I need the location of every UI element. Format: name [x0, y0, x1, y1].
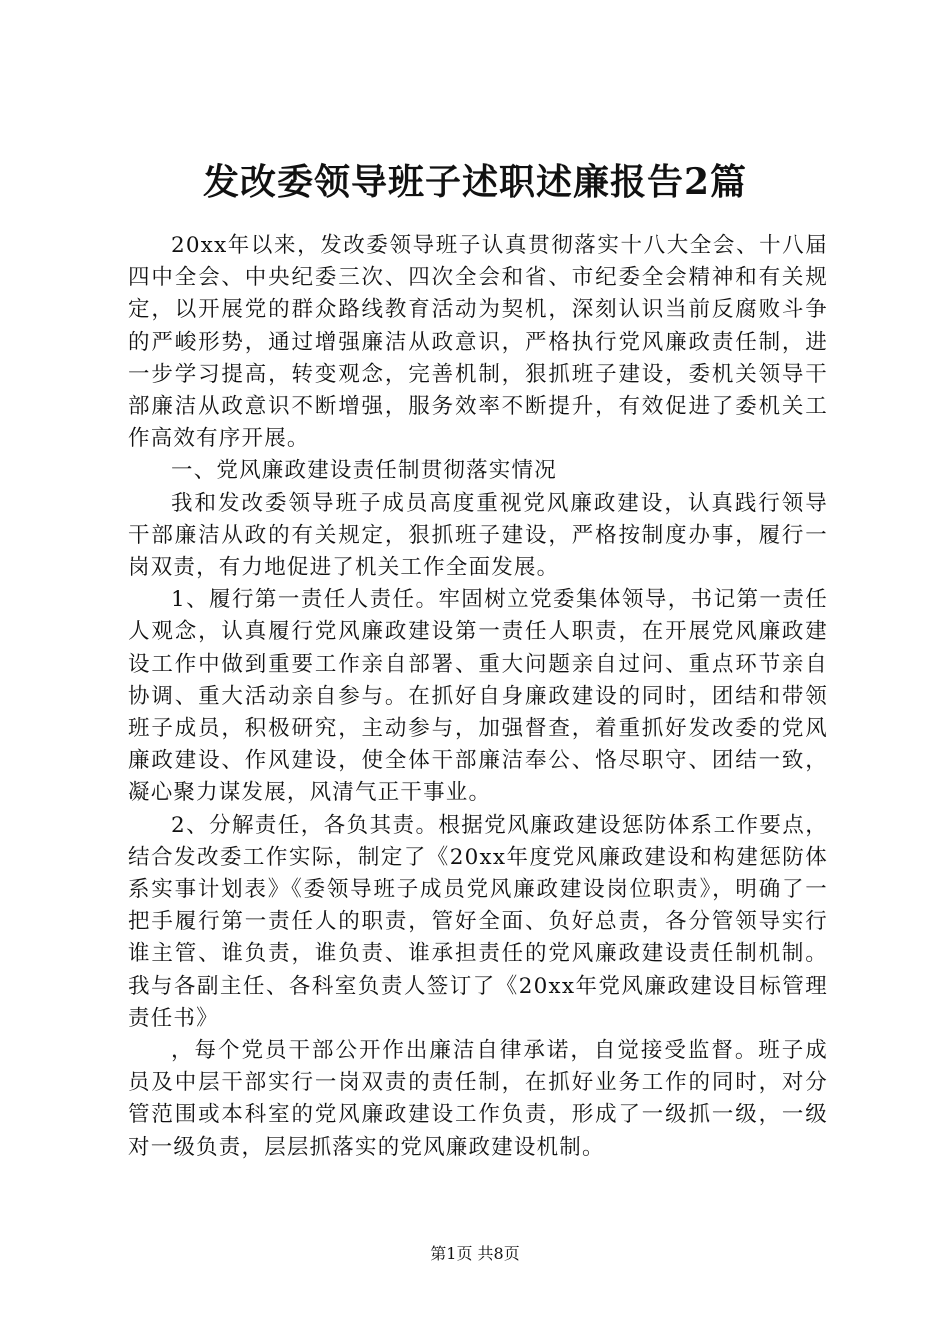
page-footer: 第1页 共8页 — [430, 1244, 520, 1263]
paragraph-item-2: 2、分解责任，各负其责。根据党风廉政建设惩防体系工作要点，结合发改委工作实际，制定了《20xx年度党风廉政建设和构建惩防体系实事计划表》《委领导班子成员党风廉政建设岗位职责》，明确了一把手履行第一责任人的职责，管好全面、负好总责，各分管领导实行谁主管、谁负责，谁负责、谁承担责任的党风廉政建设责任制机制。我与各副主任、各科室负责人签订了《20xx年党风廉政建设目标管理责任书》 — [128, 812, 828, 1031]
document-title: 发改委领导班子述职述廉报告2篇 — [202, 161, 748, 203]
paragraph-continuation: ，每个党员干部公开作出廉洁自律承诺，自觉接受监督。班子成员及中层干部实行一岗双责的责任制，在抓好业务工作的同时，对分管范围或本科室的党风廉政建设工作负责，形成了一级抓一级，一级对一级负责，层层抓落实的党风廉政建设机制。 — [128, 1038, 828, 1160]
section-heading: 一、党风廉政建设责任制贯彻落实情况 — [171, 458, 557, 484]
paragraph-overview: 我和发改委领导班子成员高度重视党风廉政建设，认真践行领导干部廉洁从政的有关规定，狠抓班子建设，严格按制度办事，履行一岗双责，有力地促进了机关工作全面发展。 — [128, 490, 828, 581]
paragraph-item-1: 1、履行第一责任人责任。牢固树立党委集体领导，书记第一责任人观念，认真履行党风廉政建设第一责任人职责，在开展党风廉政建设工作中做到重要工作亲自部署、重大问题亲自过问、重点环节亲自协调、重大活动亲自参与。在抓好自身廉政建设的同时，团结和带领班子成员，积极研究，主动参与，加强督查，着重抓好发改委的党风廉政建设、作风建设，使全体干部廉洁奉公、恪尽职守、团结一致，凝心聚力谋发展，风清气正干事业。 — [128, 587, 828, 806]
paragraph-intro: 20xx年以来，发改委领导班子认真贯彻落实十八大全会、十八届四中全会、中央纪委三次、四次全会和省、市纪委全会精神和有关规定，以开展党的群众路线教育活动为契机，深刻认识当前反腐败斗争的严峻形势，通过增强廉洁从政意识，严格执行党风廉政责任制，进一步学习提高，转变观念，完善机制，狠抓班子建设，委机关领导干部廉洁从政意识不断增强，服务效率不断提升，有效促进了委机关工作高效有序开展。 — [128, 233, 828, 452]
document-body — [128, 230, 828, 1164]
